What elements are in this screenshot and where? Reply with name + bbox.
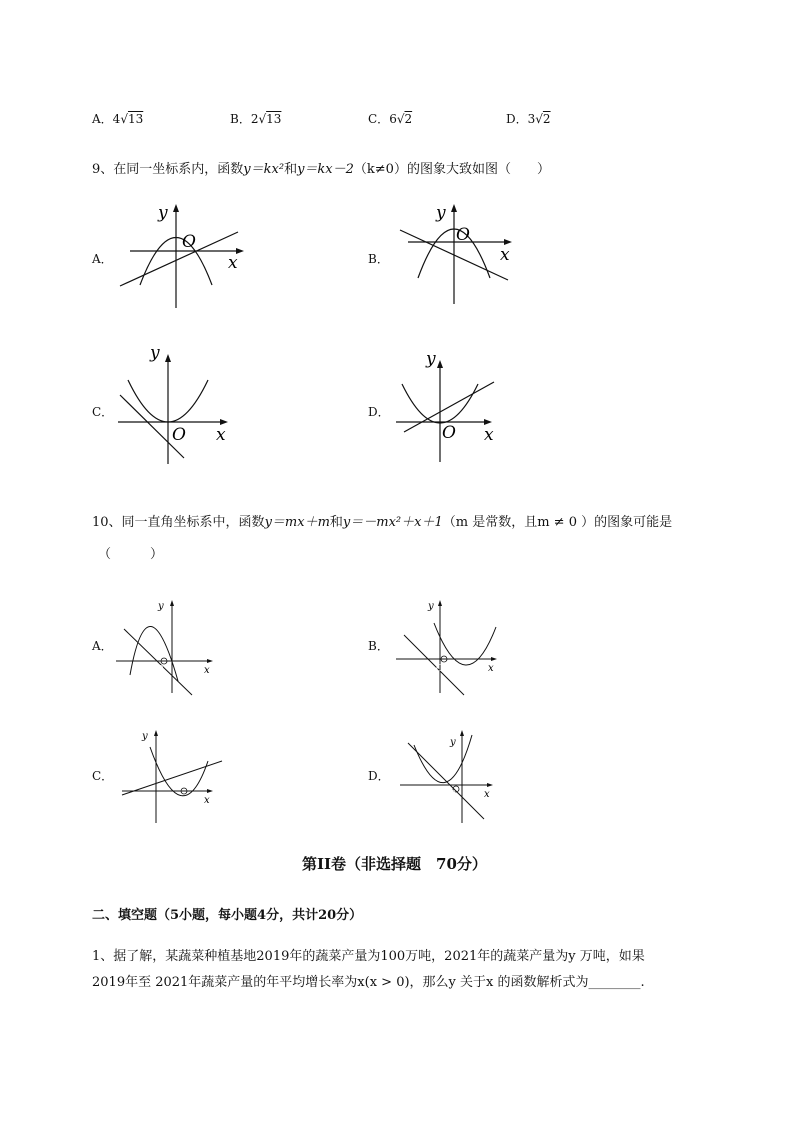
section-title: 第II卷（非选择题 70分） bbox=[302, 855, 487, 873]
formula-1: y＝kx² bbox=[243, 162, 285, 177]
choice-coef: 6 bbox=[389, 112, 397, 126]
y-label: y bbox=[450, 737, 456, 748]
choice-coef: 2 bbox=[250, 112, 259, 126]
origin-label: O bbox=[448, 790, 456, 800]
q9-option-d-label[interactable]: D． bbox=[368, 405, 390, 419]
y-arrow-icon bbox=[170, 600, 174, 606]
q9-graph-d[interactable] bbox=[388, 340, 528, 465]
sqrt-sign: √ bbox=[120, 112, 128, 126]
q9-graph-a[interactable] bbox=[110, 200, 250, 315]
q10-graph-c[interactable] bbox=[118, 725, 228, 825]
line bbox=[404, 635, 464, 695]
x-arrow-icon bbox=[207, 789, 213, 793]
q8-choice-a[interactable] bbox=[92, 110, 143, 127]
choice-label: C． bbox=[368, 112, 390, 126]
q10-stem bbox=[92, 511, 672, 530]
origin-label: O bbox=[172, 425, 186, 445]
y-arrow-icon bbox=[173, 204, 179, 212]
x-label: x bbox=[484, 789, 490, 800]
q9-option-b-label[interactable]: B． bbox=[368, 252, 389, 266]
choice-coef: 3 bbox=[527, 112, 536, 126]
y-label: y bbox=[158, 601, 164, 612]
y-arrow-icon bbox=[154, 730, 158, 736]
stem-text: 和 bbox=[329, 515, 343, 530]
q9-graph-b[interactable] bbox=[388, 200, 528, 315]
y-label: y bbox=[142, 731, 148, 742]
origin-label: O bbox=[442, 423, 456, 443]
formula-2: y＝－mx²＋x＋1 bbox=[342, 515, 443, 530]
origin-label: O bbox=[156, 665, 164, 675]
stem-text: 和 bbox=[284, 162, 298, 177]
choice-coef: 4 bbox=[112, 112, 121, 126]
sqrt-sign: √ bbox=[258, 112, 267, 126]
y-label: y bbox=[158, 203, 168, 223]
question-number: 10、 bbox=[92, 515, 122, 530]
origin-label: O bbox=[182, 232, 196, 252]
x-label: x bbox=[204, 665, 210, 676]
q10-option-c-label[interactable]: C． bbox=[92, 769, 114, 783]
x-label: x bbox=[500, 245, 510, 265]
line bbox=[120, 232, 238, 286]
parabola bbox=[414, 735, 472, 783]
origin-label: O bbox=[436, 664, 444, 674]
q10-option-a-label[interactable]: A． bbox=[92, 639, 113, 653]
y-arrow-icon bbox=[437, 360, 443, 368]
y-label: y bbox=[428, 601, 434, 612]
q10-graph-b[interactable] bbox=[390, 595, 510, 695]
parabola bbox=[130, 626, 178, 681]
q9-option-c-label[interactable]: C． bbox=[92, 405, 114, 419]
q10-graph-a[interactable] bbox=[112, 595, 222, 695]
x-label: x bbox=[488, 663, 494, 674]
choice-label: B． bbox=[230, 112, 251, 126]
q9-option-a-label[interactable]: A． bbox=[92, 252, 113, 266]
q9-graph-c[interactable] bbox=[110, 340, 250, 465]
q10-answer-paren: （ ） bbox=[98, 547, 164, 562]
sqrt-sign: √ bbox=[535, 112, 543, 126]
q10-option-b-label[interactable]: B． bbox=[368, 639, 389, 653]
stem-text: 在同一坐标系内，函数 bbox=[113, 162, 244, 177]
x-label: x bbox=[484, 425, 494, 445]
origin-label: O bbox=[456, 225, 470, 245]
choice-radicand: 2 bbox=[542, 112, 551, 126]
x-arrow-icon bbox=[207, 659, 213, 663]
q8-choice-d[interactable] bbox=[506, 110, 551, 127]
line bbox=[408, 743, 484, 819]
choice-radicand: 13 bbox=[266, 112, 282, 126]
y-arrow-icon bbox=[165, 354, 171, 362]
condition: （k≠0） bbox=[353, 162, 407, 177]
x-label: x bbox=[204, 795, 210, 806]
stem-text: 的图象大致如图（ ） bbox=[406, 162, 550, 177]
formula-1: y＝mx＋m bbox=[264, 515, 330, 530]
choice-radicand: 13 bbox=[127, 112, 144, 126]
q8-choice-c[interactable] bbox=[368, 110, 412, 127]
choice-label: A． bbox=[92, 112, 113, 126]
y-label: y bbox=[426, 349, 436, 369]
stem-text: 同一直角坐标系中，函数 bbox=[121, 515, 265, 530]
x-arrow-icon bbox=[491, 657, 497, 661]
choice-radicand: 2 bbox=[404, 112, 413, 126]
q8-choice-b[interactable] bbox=[230, 110, 281, 127]
part-title: 二、填空题（5小题，每小题4分，共计20分） bbox=[92, 908, 363, 923]
x-label: x bbox=[216, 425, 226, 445]
y-arrow-icon bbox=[460, 730, 464, 736]
fill-q1-line1: 1、据了解，某蔬菜种植基地2019年的蔬菜产量为100万吨，2021年的蔬菜产量为y 万吨，如果 bbox=[92, 949, 645, 964]
question-number: 9、 bbox=[92, 162, 114, 177]
line bbox=[124, 629, 192, 695]
fill-q1-line2: 2019年至 2021年蔬菜产量的年平均增长率为x(x > 0)，那么y 关于x 的函数解析式为________. bbox=[92, 975, 645, 990]
q9-stem bbox=[92, 158, 550, 177]
origin-label: O bbox=[176, 796, 184, 806]
q10-option-d-label[interactable]: D． bbox=[368, 769, 390, 783]
y-label: y bbox=[436, 203, 446, 223]
y-arrow-icon bbox=[451, 204, 457, 212]
parabola bbox=[150, 747, 208, 796]
x-arrow-icon bbox=[487, 783, 493, 787]
q10-graph-d[interactable] bbox=[398, 725, 508, 825]
choice-label: D． bbox=[506, 112, 528, 126]
formula-2: y＝kx－2 bbox=[297, 162, 354, 177]
x-label: x bbox=[228, 253, 238, 273]
y-label: y bbox=[150, 343, 160, 363]
stem-text: （m 是常数，且m ≠ 0 ）的图象可能是 bbox=[442, 515, 673, 530]
sqrt-sign: √ bbox=[396, 112, 405, 126]
y-arrow-icon bbox=[438, 600, 442, 606]
